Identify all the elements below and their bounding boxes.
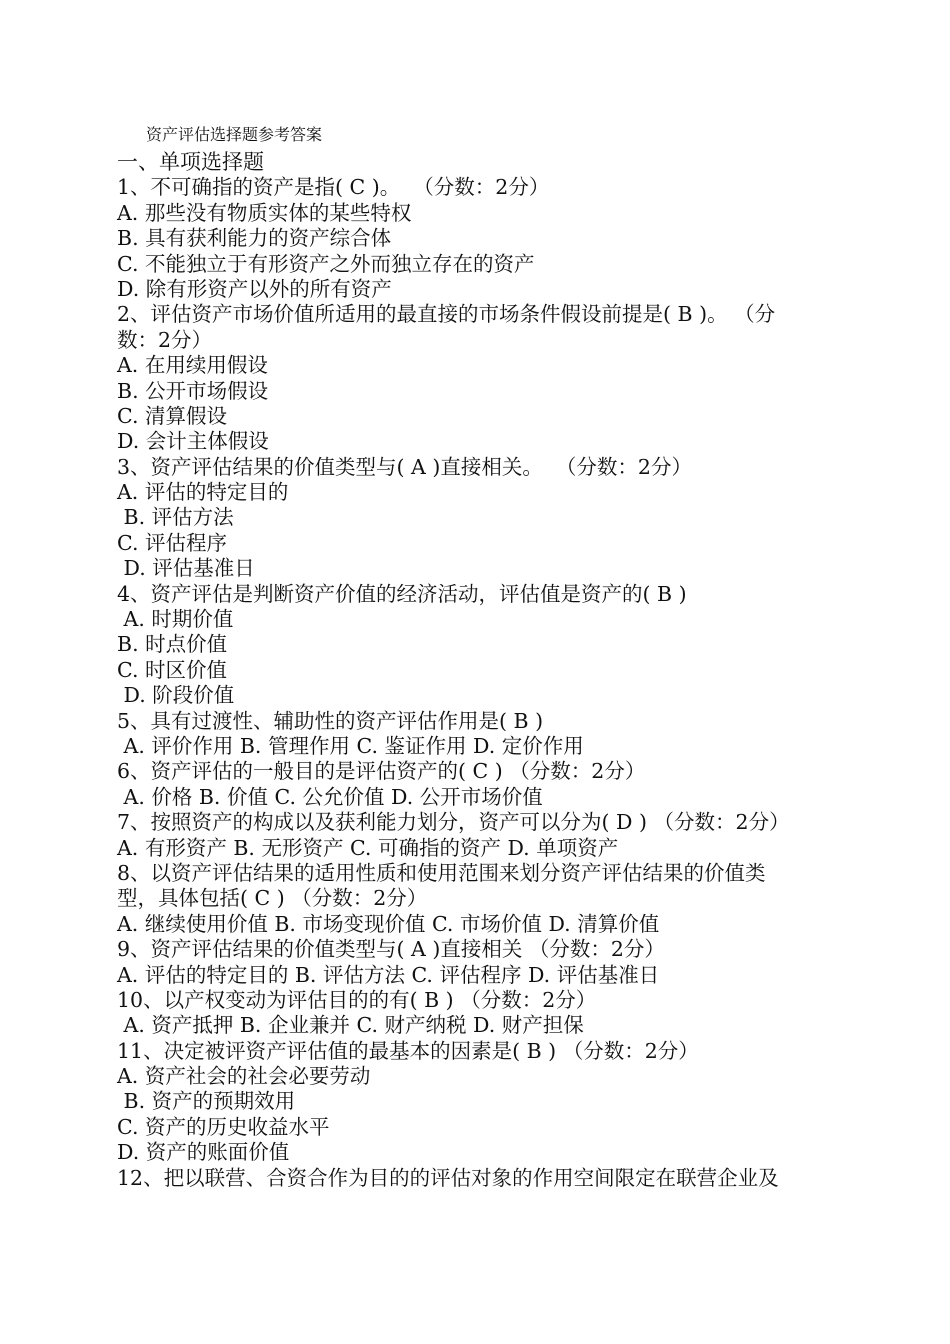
question-line: 5、具有过渡性、辅助性的资产评估作用是( B ) xyxy=(117,708,544,733)
option-line: D. 资产的账面价值 xyxy=(117,1140,290,1165)
option-line: B. 时点价值 xyxy=(117,632,228,657)
section-heading: 一、单项选择题 xyxy=(117,150,264,174)
option-line: A. 资产社会的社会必要劳动 xyxy=(117,1064,371,1089)
question-line: 2、评估资产市场价值所适用的最直接的市场条件假设前提是( B )。 （分 xyxy=(117,302,776,327)
option-line: B. 公开市场假设 xyxy=(117,378,269,403)
question-line: 11、决定被评资产评估值的最基本的因素是( B ) （分数：2分） xyxy=(117,1038,699,1063)
option-line: C. 时区价值 xyxy=(117,657,227,682)
question-line: 1、不可确指的资产是指( C )。 （分数：2分） xyxy=(117,175,550,200)
question-line: 6、资产评估的一般目的是评估资产的( C ) （分数：2分） xyxy=(117,759,646,784)
option-line: A. 时期价值 xyxy=(117,607,234,632)
question-line: 9、资产评估结果的价值类型与( A )直接相关 （分数：2分） xyxy=(117,937,665,962)
option-line: C. 清算假设 xyxy=(117,403,227,428)
question-line: 型，具体包括( C ) （分数：2分） xyxy=(117,886,428,911)
option-line: A. 评估的特定目的 xyxy=(117,480,289,505)
option-line: C. 不能独立于有形资产之外而独立存在的资产 xyxy=(117,251,535,276)
document-title: 资产评估选择题参考答案 xyxy=(146,125,323,144)
option-line: A. 在用续用假设 xyxy=(117,353,268,378)
question-line: 3、资产评估结果的价值类型与( A )直接相关。 （分数：2分） xyxy=(117,454,692,479)
question-line: 数：2分） xyxy=(117,327,213,352)
option-line: A. 那些没有物质实体的某些特权 xyxy=(117,200,412,225)
option-line: C. 资产的历史收益水平 xyxy=(117,1114,330,1139)
option-line: B. 资产的预期效用 xyxy=(117,1089,296,1114)
option-line: D. 阶段价值 xyxy=(117,683,235,708)
question-line: 10、以产权变动为评估目的的有( B ) （分数：2分） xyxy=(117,987,597,1012)
option-line: B. 具有获利能力的资产综合体 xyxy=(117,226,392,251)
option-line: D. 除有形资产以外的所有资产 xyxy=(117,276,392,301)
option-line: A. 资产抵押 B. 企业兼并 C. 财产纳税 D. 财产担保 xyxy=(117,1013,584,1038)
option-line: D. 评估基准日 xyxy=(117,556,255,581)
option-line: D. 会计主体假设 xyxy=(117,429,269,454)
question-line: 7、按照资产的构成以及获利能力划分，资产可以分为( D ) （分数：2分） xyxy=(117,810,790,835)
option-line: C. 评估程序 xyxy=(117,530,227,555)
question-line: 12、把以联营、合资合作为目的的评估对象的作用空间限定在联营企业及 xyxy=(117,1165,779,1190)
option-line: A. 评价作用 B. 管理作用 C. 鉴证作用 D. 定价作用 xyxy=(117,733,584,758)
option-line: A. 有形资产 B. 无形资产 C. 可确指的资产 D. 单项资产 xyxy=(117,835,619,860)
document-body xyxy=(117,150,837,1191)
question-line: 8、以资产评估结果的适用性质和使用范围来划分资产评估结果的价值类 xyxy=(117,860,766,885)
option-line: A. 继续使用价值 B. 市场变现价值 C. 市场价值 D. 清算价值 xyxy=(117,911,660,936)
option-line: A. 价格 B. 价值 C. 公允价值 D. 公开市场价值 xyxy=(117,784,543,809)
option-line: B. 评估方法 xyxy=(117,505,234,530)
question-line: 4、资产评估是判断资产价值的经济活动，评估值是资产的( B ) xyxy=(117,581,687,606)
option-line: A. 评估的特定目的 B. 评估方法 C. 评估程序 D. 评估基准日 xyxy=(117,962,660,987)
